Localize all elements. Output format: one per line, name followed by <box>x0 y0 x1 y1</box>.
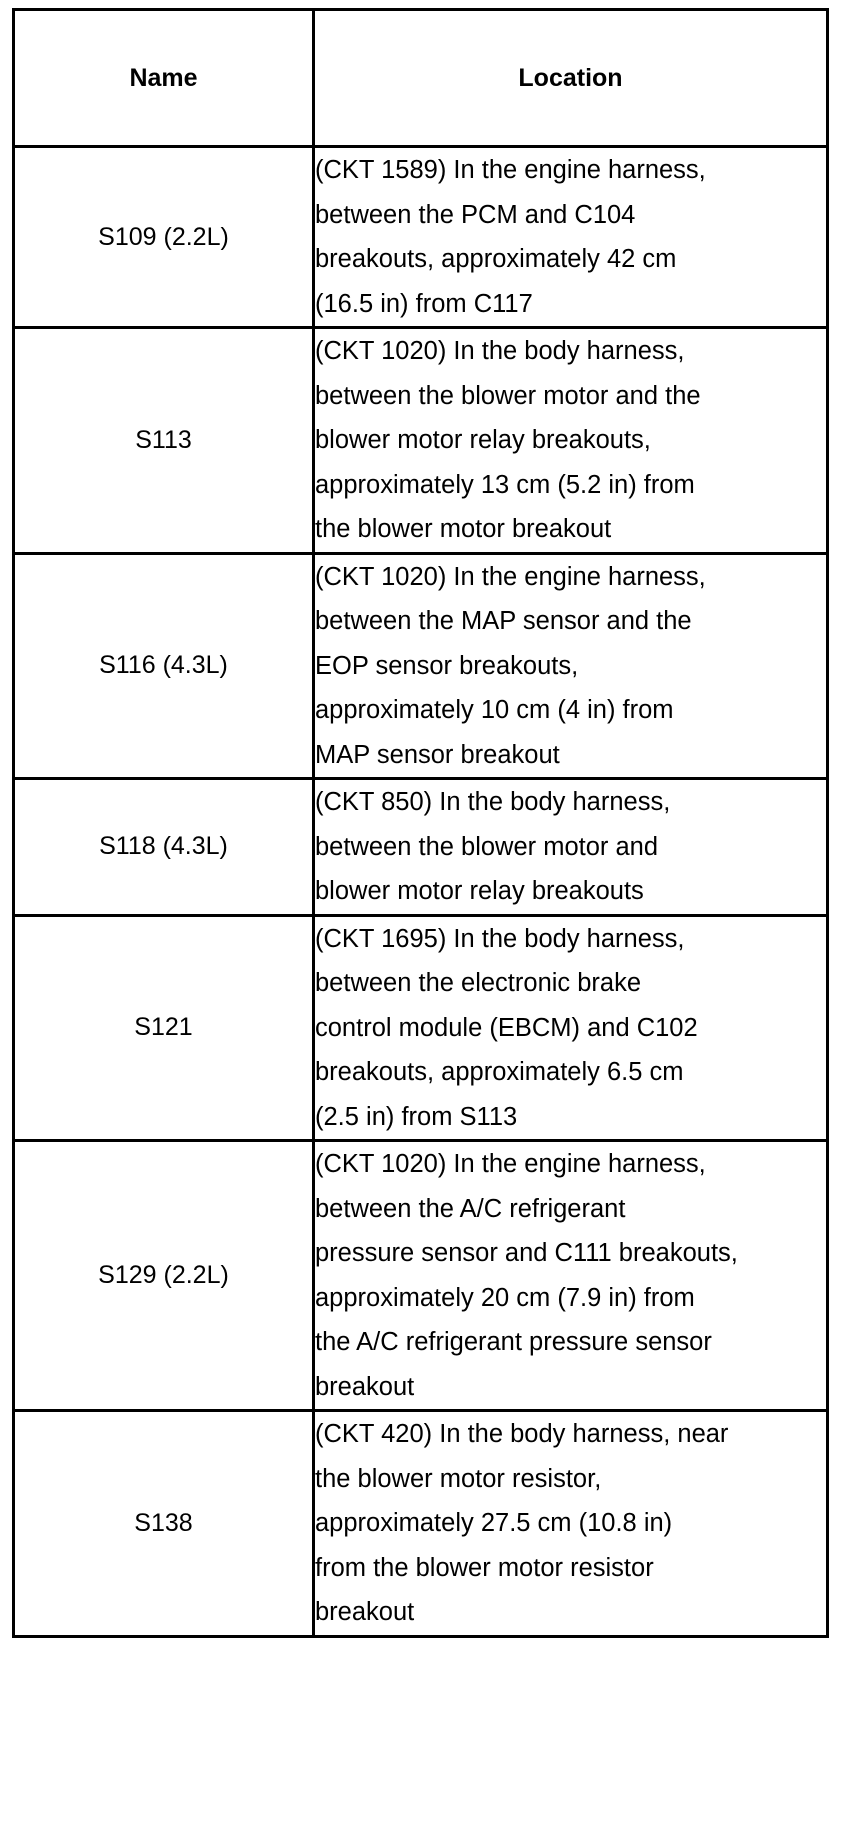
cell-name: S121 <box>14 915 314 1141</box>
cell-location: (CKT 1020) In the body harness, between the blower motor and the blower motor relay breakouts, approximately 13 cm (5.2 in) from the blower motor breakout <box>314 328 828 554</box>
table-row <box>14 915 828 1141</box>
header-name: Name <box>14 10 314 147</box>
table-row <box>14 553 828 779</box>
splice-location-table <box>12 8 829 1638</box>
cell-location: (CKT 1020) In the engine harness, between the A/C refrigerant pressure sensor and C111 breakouts, approximately 20 cm (7.9 in) from the A/C refrigerant pressure sensor breakout <box>314 1141 828 1411</box>
cell-location: (CKT 420) In the body harness, near the blower motor resistor, approximately 27.5 cm (10.8 in) from the blower motor resistor breakout <box>314 1411 828 1637</box>
cell-location: (CKT 1589) In the engine harness, between the PCM and C104 breakouts, approximately 42 cm (16.5 in) from C117 <box>314 147 828 328</box>
cell-name: S129 (2.2L) <box>14 1141 314 1411</box>
cell-name: S116 (4.3L) <box>14 553 314 779</box>
table-header-row <box>14 10 828 147</box>
cell-location: (CKT 1695) In the body harness, between the electronic brake control module (EBCM) and C102 breakouts, approximately 6.5 cm (2.5 in) from S113 <box>314 915 828 1141</box>
table-row <box>14 147 828 328</box>
cell-location: (CKT 1020) In the engine harness, between the MAP sensor and the EOP sensor breakouts, approximately 10 cm (4 in) from MAP sensor breakout <box>314 553 828 779</box>
cell-location: (CKT 850) In the body harness, between the blower motor and blower motor relay breakouts <box>314 779 828 916</box>
cell-name: S118 (4.3L) <box>14 779 314 916</box>
cell-name: S138 <box>14 1411 314 1637</box>
header-location: Location <box>314 10 828 147</box>
table-row <box>14 1141 828 1411</box>
table-row <box>14 328 828 554</box>
cell-name: S113 <box>14 328 314 554</box>
splice-location-sheet <box>12 8 826 1638</box>
table-row <box>14 1411 828 1637</box>
table-row <box>14 779 828 916</box>
cell-name: S109 (2.2L) <box>14 147 314 328</box>
